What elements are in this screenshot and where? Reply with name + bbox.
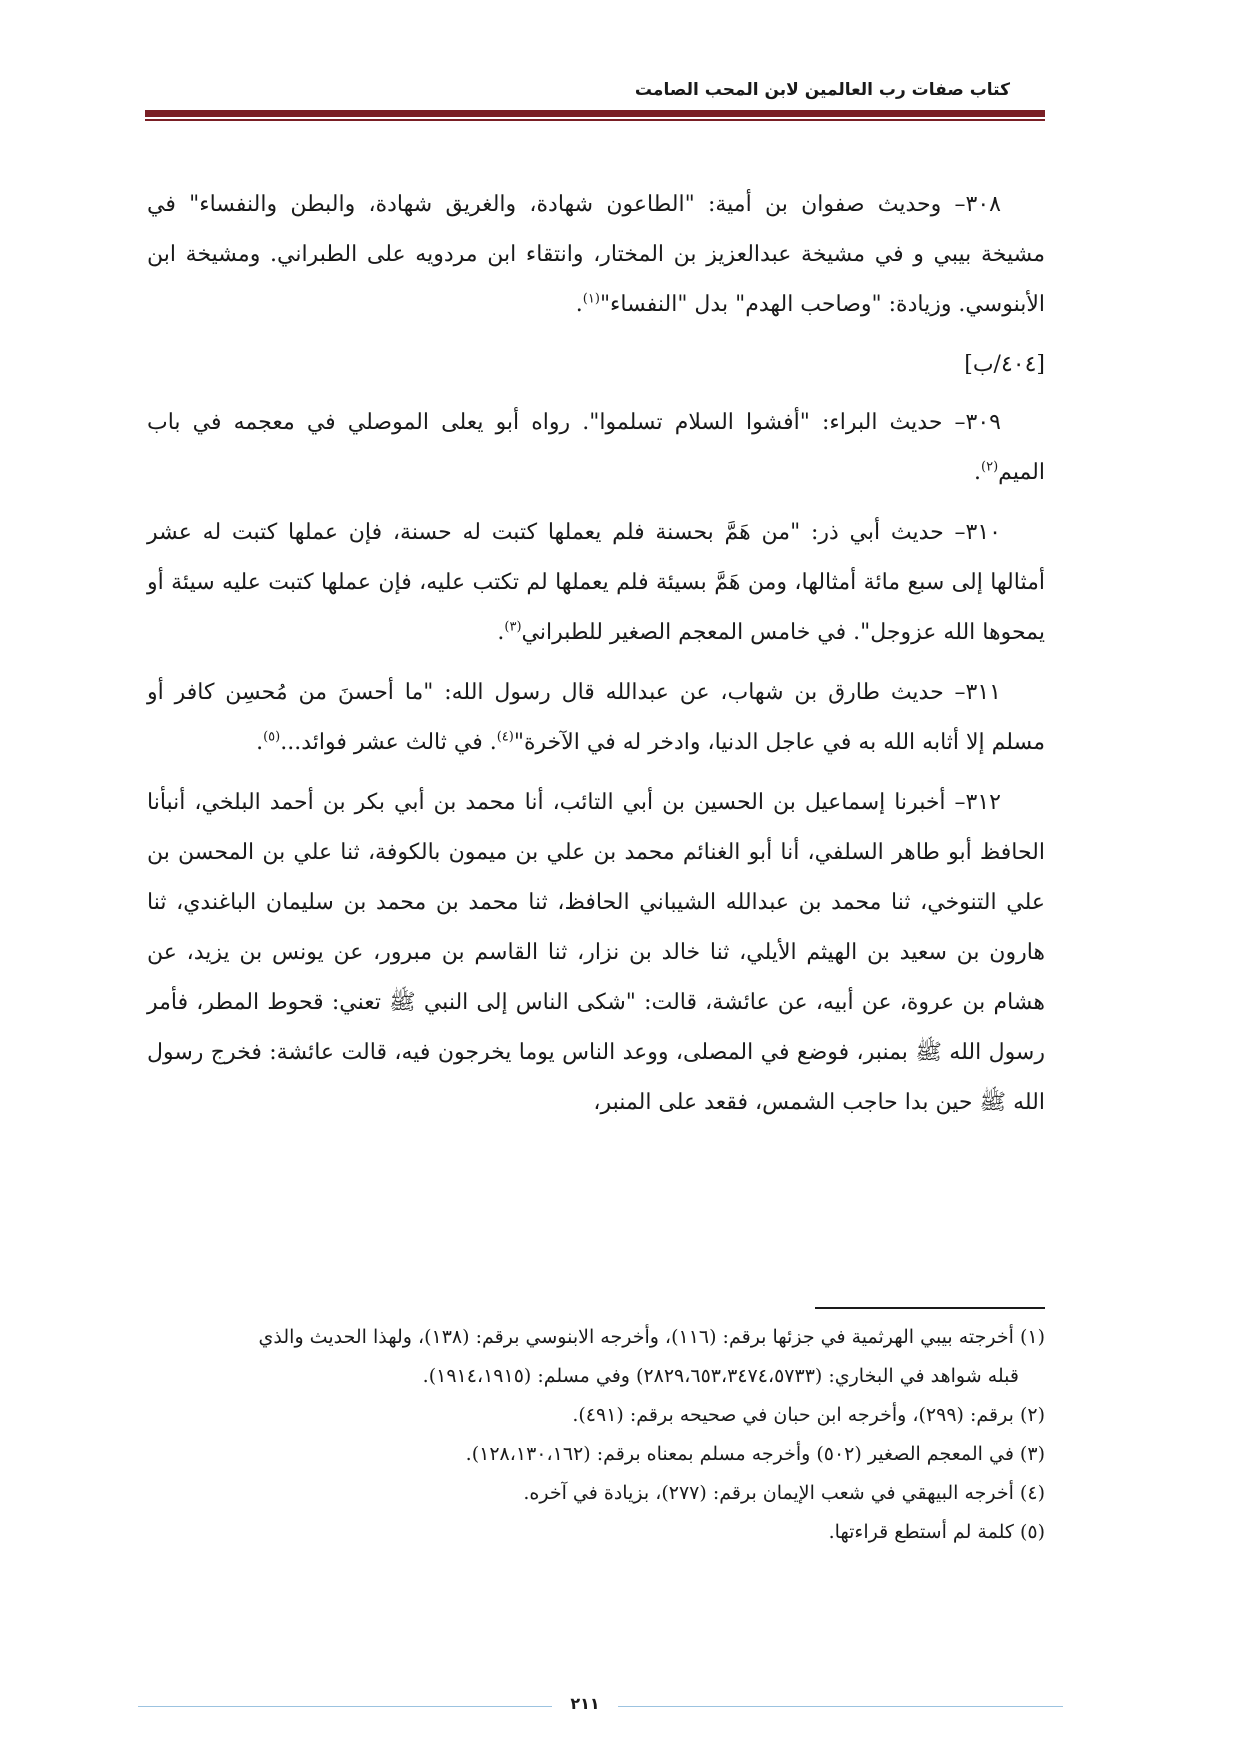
hadith-308 bbox=[147, 180, 1045, 330]
hadith-311-end: . bbox=[256, 730, 264, 755]
footnote-ref-4[interactable]: (٤) bbox=[496, 729, 514, 745]
footnote-5: (٥) كلمة لم أستطع قراءتها. bbox=[828, 1521, 1045, 1543]
hadith-308-end: . bbox=[575, 292, 583, 317]
main-text bbox=[147, 180, 1045, 1138]
hadith-309 bbox=[147, 398, 1045, 498]
footnote-4: (٤) أخرجه البيهقي في شعب الإيمان برقم: (٢٧٧)، بزيادة في آخره. bbox=[523, 1482, 1045, 1504]
footnote-ref-3[interactable]: (٣) bbox=[504, 619, 522, 635]
footnote-2: (٢) برقم: (٢٩٩)، وأخرجه ابن حبان في صحيحه برقم: (٤٩١). bbox=[572, 1404, 1045, 1426]
hadith-309-end: . bbox=[974, 460, 982, 485]
hadith-311-mid: . في ثالث عشر فوائد... bbox=[280, 730, 497, 755]
footnote-ref-5[interactable]: (٥) bbox=[263, 729, 281, 745]
page-number: ٢١١ bbox=[570, 1694, 600, 1713]
footnote-ref-1[interactable]: (١) bbox=[582, 291, 600, 307]
hadith-310-end: . bbox=[497, 620, 505, 645]
header-rule-thick bbox=[145, 110, 1045, 117]
running-header-title: كتاب صفات رب العالمين لابن المحب الصامت bbox=[634, 80, 1010, 100]
footer-rule-left bbox=[138, 1706, 552, 1707]
footnote-3: (٣) في المعجم الصغير (٥٠٢) وأخرجه مسلم بمعناه برقم: (١٢٨،١٣٠،١٦٢). bbox=[465, 1443, 1045, 1465]
footnotes bbox=[147, 1318, 1045, 1552]
footnote-1: (١) أخرجته بيبي الهرثمية في جزئها برقم: (١١٦)، وأخرجه الابنوسي برقم: (١٣٨)، ولهذا الحديث والذي bbox=[258, 1326, 1045, 1348]
hadith-310-text: ٣١٠– حديث أبي ذر: "من هَمَّ بحسنة فلم يعملها كتبت له حسنة، فإن عملها كتبت له عشر أمثالها إلى سبع مائة أمثالها، ومن هَمَّ بسيئة فلم يعملها لم تكتب عليه، فإن عملها كتبت عليه سيئة أو يمحوها الله عزوجل". في خامس المعجم الصغير للطبراني bbox=[147, 520, 1045, 645]
hadith-312: ٣١٢– أخبرنا إسماعيل بن الحسين بن أبي التائب، أنا محمد بن أبي بكر بن أحمد البلخي، أنبأنا الحافظ أبو طاهر السلفي، أنا أبو الغنائم محمد بن علي بن ميمون بالكوفة، ثنا علي بن المحسن بن علي التنوخي، ثنا محمد بن عبدالله الشيباني الحافظ، ثنا محمد بن محمد بن سليمان الباغندي، ثنا هارون بن سعيد بن الهيثم الأيلي، ثنا خالد بن نزار، ثنا القاسم بن مبرور، عن يونس بن يزيد، عن هشام بن عروة، عن أبيه، عن عائشة، قالت: "شكى الناس إلى النبي ﷺ تعني: قحوط المطر، فأمر رسول الله ﷺ بمنبر، فوضع في المصلى، ووعد الناس يوما يخرجون فيه، قالت عائشة: فخرج رسول الله ﷺ حين بدا حاجب الشمس، فقعد على المنبر، bbox=[147, 790, 1045, 1115]
hadith-311-text: ٣١١– حديث طارق بن شهاب، عن عبدالله قال رسول الله: "ما أحسنَ من مُحسِن كافر أو مسلم إلا أثابه الله به في عاجل الدنيا، وادخر له في الآخرة" bbox=[147, 680, 1045, 755]
header-rule-thin bbox=[145, 119, 1045, 121]
hadith-310 bbox=[147, 508, 1045, 658]
footnote-ref-2[interactable]: (٢) bbox=[981, 459, 999, 475]
hadith-309-text: ٣٠٩– حديث البراء: "أفشوا السلام تسلموا". رواه أبو يعلى الموصلي في معجمه في باب الميم bbox=[147, 410, 1045, 485]
footnote-separator bbox=[815, 1307, 1045, 1309]
hadith-308-text: ٣٠٨– وحديث صفوان بن أمية: "الطاعون شهادة، والغريق شهادة، والبطن والنفساء" في مشيخة بيبي و في مشيخة عبدالعزيز بن المختار، وانتقاء ابن مردويه على الطبراني. ومشيخة ابن الأبنوسي. وزيادة: "وصاحب الهدم" بدل "النفساء" bbox=[147, 192, 1045, 317]
footnote-1-continued: قبله شواهد في البخاري: (٢٨٢٩،٦٥٣،٣٤٧٤،٥٧٣٣) وفي مسلم: (١٩١٤،١٩١٥). bbox=[422, 1365, 1019, 1387]
folio-marker: [٤٠٤/ب] bbox=[964, 352, 1045, 377]
hadith-311 bbox=[147, 668, 1045, 768]
footer-rule-right bbox=[618, 1706, 1063, 1707]
